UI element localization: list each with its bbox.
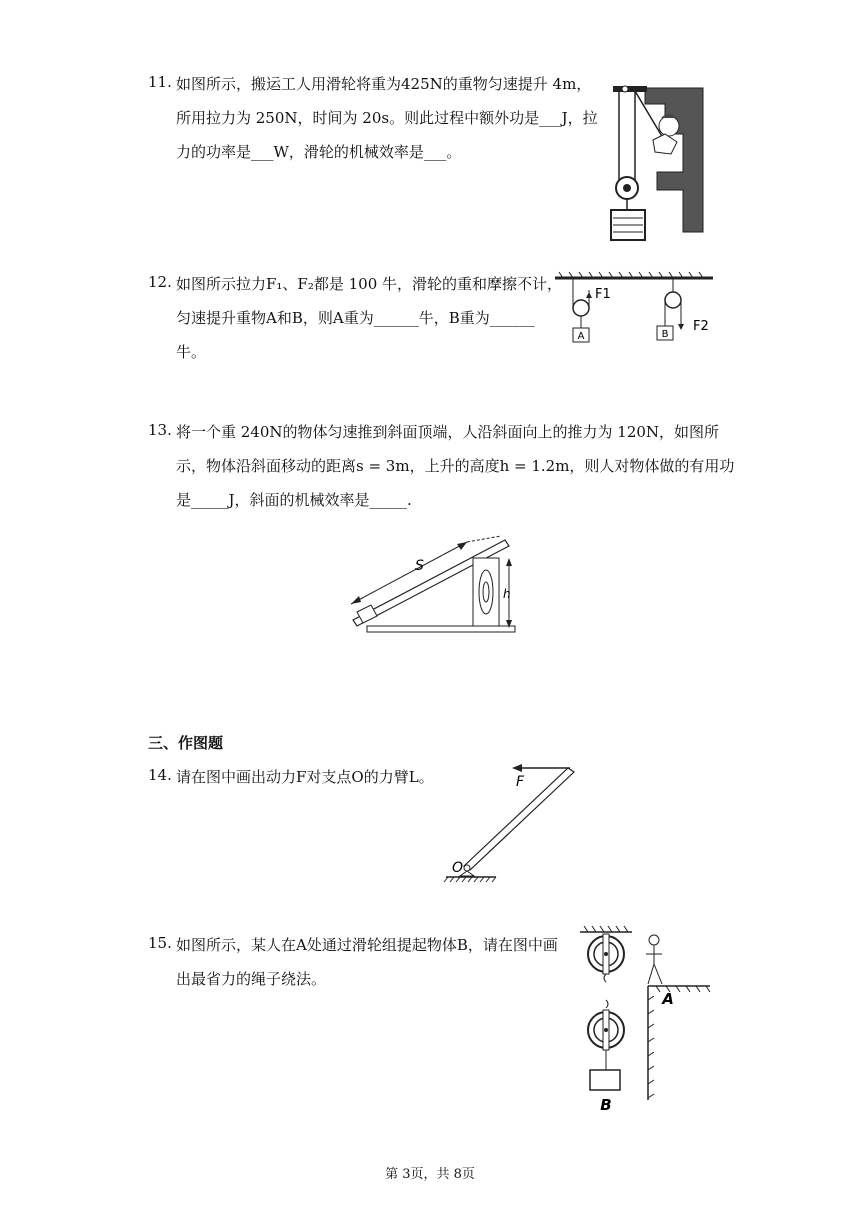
question-11-line-2: 所用拉力为 250N，时间为 20s。则此过程中额外功是___J，拉	[176, 109, 598, 127]
figure-14-label-o: O	[452, 860, 464, 876]
figure-12-label-b: B	[661, 329, 669, 340]
figure-12-label-f1: F1	[595, 287, 611, 302]
figure-13-label-h: h	[503, 587, 511, 601]
incline-figure	[345, 528, 517, 638]
page-footer: 第 3页，共 8页	[385, 1167, 475, 1182]
figure-12-label-a: A	[577, 331, 585, 342]
question-14-line-1: 请在图中画出动力F对支点O的力臂L。	[176, 768, 434, 786]
figure-15-label-a: A	[662, 990, 674, 1008]
pulley-system-figure	[576, 924, 716, 1116]
figure-13-label-s: S	[415, 558, 424, 574]
section-heading: 三、作图题	[148, 734, 224, 752]
question-15-line-1: 如图所示，某人在A处通过滑轮组提起物体B，请在图中画	[176, 936, 558, 954]
figure-15-label-b: B	[600, 1096, 612, 1114]
question-12-line-1: 如图所示拉力F₁、F₂都是 100 牛，滑轮的重和摩擦不计，	[176, 275, 563, 293]
two-pulleys-figure	[555, 270, 717, 348]
question-13-line-1: 将一个重 240N的物体匀速推到斜面顶端，人沿斜面向上的推力为 120N，如图所	[176, 423, 720, 441]
question-13-line-3: 是_____J，斜面的机械效率是_____.	[176, 491, 412, 509]
figure-14-label-f: F	[516, 774, 525, 790]
question-13-number: 13.	[148, 421, 172, 439]
pulley-worker-figure	[605, 82, 711, 244]
question-12-number: 12.	[148, 273, 172, 291]
question-14-number: 14.	[148, 766, 172, 784]
question-11-line-3: 力的功率是___W，滑轮的机械效率是___。	[176, 143, 462, 161]
question-13-line-2: 示，物体沿斜面移动的距离s = 3m，上升的高度h = 1.2m，则人对物体做的有用功	[176, 457, 735, 475]
lever-figure	[440, 760, 580, 884]
question-11-line-1: 如图所示，搬运工人用滑轮将重为425N的重物匀速提升 4m，	[176, 75, 592, 93]
question-12-line-3: 牛。	[176, 343, 207, 361]
question-15-line-2: 出最省力的绳子绕法。	[176, 970, 327, 988]
question-11-number: 11.	[148, 73, 172, 91]
question-12-line-2: 匀速提升重物A和B，则A重为______牛，B重为______	[176, 309, 535, 327]
question-15-number: 15.	[148, 934, 172, 952]
figure-12-label-f2: F2	[693, 319, 709, 334]
